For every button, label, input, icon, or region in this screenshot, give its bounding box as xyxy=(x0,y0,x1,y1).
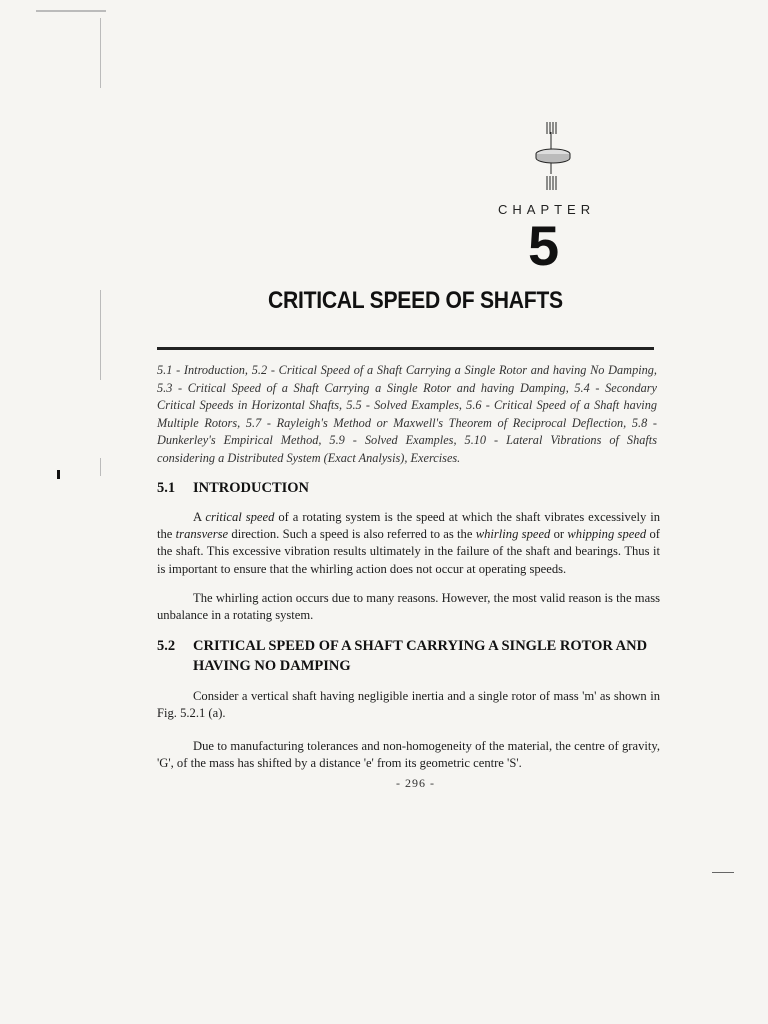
term-whipping-speed: whipping speed xyxy=(567,527,647,542)
text-run: A xyxy=(193,510,206,524)
text-run: of a rotating system is the speed at which the shaft vibrates excessively in the xyxy=(157,510,660,542)
section-title: CRITICAL SPEED OF A SHAFT CARRYING A SINGLE ROTOR AND HAVING NO DAMPING xyxy=(193,638,648,674)
scan-artifact xyxy=(57,470,60,479)
scan-artifact xyxy=(36,10,106,12)
chapter-title: CRITICAL SPEED OF SHAFTS xyxy=(268,287,563,314)
paragraph xyxy=(157,509,660,578)
section-heading-5-1 xyxy=(157,478,657,498)
term-whirling-speed: whirling speed xyxy=(475,527,551,542)
scan-artifact xyxy=(100,458,101,476)
page-number: - 296 - xyxy=(396,776,435,790)
text-run: or xyxy=(550,527,568,542)
scan-artifact xyxy=(100,18,101,88)
scan-artifact xyxy=(712,872,734,873)
section-number: 5.2 xyxy=(157,638,176,654)
text-run: of the shaft. This excessive vibration results ultimately in the failure of the shaft and bearings. Thus it is important to ensure that the whirling action does not occur at operating speeds. xyxy=(157,527,660,576)
section-number: 5.1 xyxy=(157,480,176,496)
rotor-shaft-icon xyxy=(525,118,581,198)
title-divider xyxy=(157,347,654,350)
scan-artifact xyxy=(100,290,101,380)
section-heading-5-2 xyxy=(157,636,657,676)
chapter-contents: 5.1 - Introduction, 5.2 - Critical Speed of a Shaft Carrying a Single Rotor and having No Damping, 5.3 - Critical Speed of a Shaft Carrying a Single Rotor and having Damping, 5.4 - Secondary Critical Speeds in Horizontal Shafts, 5.5 - Solved Examples, 5.6 - Critical Speed of a Shaft having Multiple Rotors, 5.7 - Rayleigh's Method or Maxwell's Theorem of Reciprocal Deflection, 5.8 - Dunkerley's Empirical Method, 5.9 - Solved Examples, 5.10 - Lateral Vibrations of Shafts considering a Distributed System (Exact Analysis), Exercises. xyxy=(157,363,657,465)
term-transverse: transverse xyxy=(175,527,229,542)
chapter-label: CHAPTER xyxy=(498,202,596,217)
term-critical-speed: critical speed xyxy=(205,510,275,524)
text-run: direction. Such a speed is also referred to as the xyxy=(228,527,476,542)
text-run: The whirling action occurs due to many reasons. However, the most valid reason is the mass unbalance in a rotating system. xyxy=(157,591,660,623)
paragraph xyxy=(157,590,660,624)
paragraph xyxy=(157,738,660,772)
text-run: Consider a vertical shaft having negligible inertia and a single rotor of mass 'm' as shown in Fig. 5.2.1 (a). xyxy=(157,689,660,721)
section-title: INTRODUCTION xyxy=(193,480,310,496)
paragraph xyxy=(157,688,660,722)
text-run: Due to manufacturing tolerances and non-homogeneity of the material, the centre of gravity, 'G', of the mass has shifted by a distance 'e' from its geometric centre 'S'. xyxy=(157,739,660,771)
chapter-number: 5 xyxy=(528,214,560,277)
